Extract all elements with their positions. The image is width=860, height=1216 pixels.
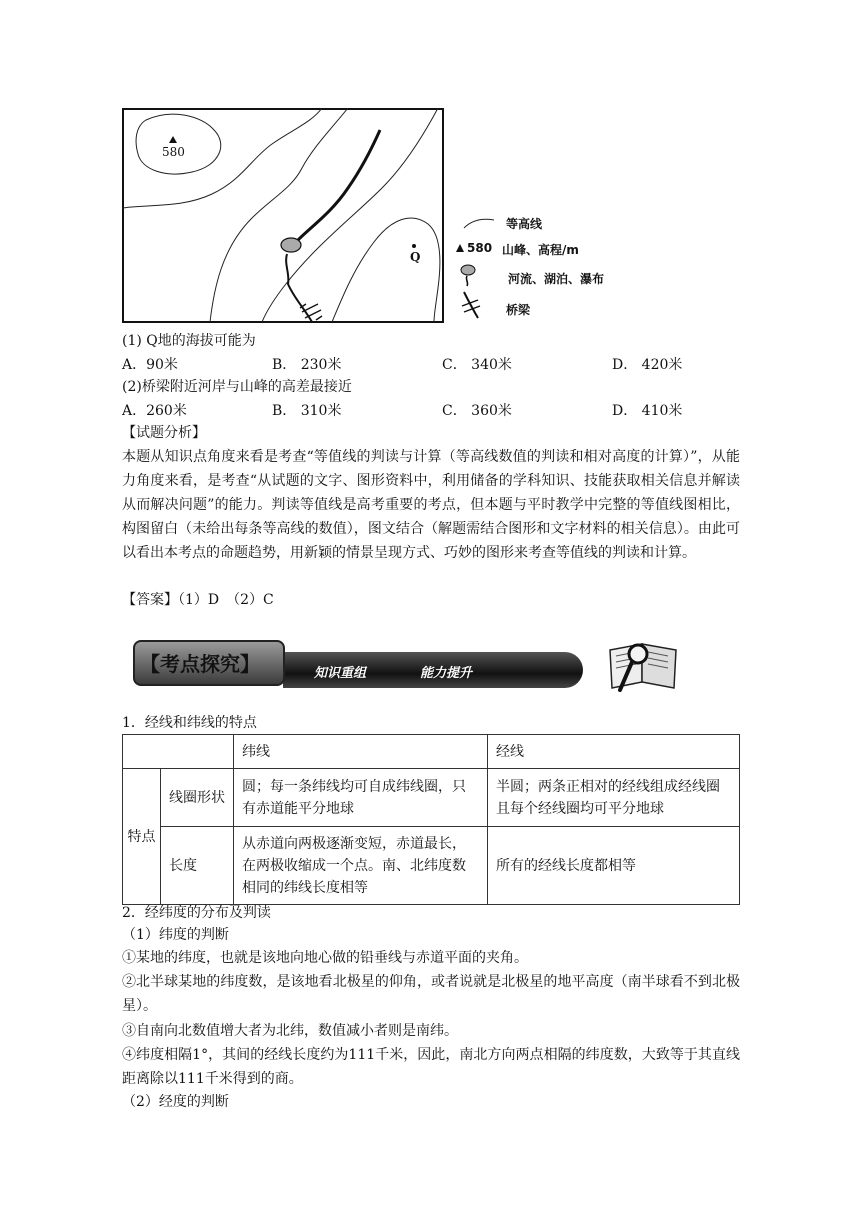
section2-item-4: ④纬度相隔1°，其间的经线长度约为111千米，因此，南北方向两点相隔的纬度数，大致等于其直线距离除以111千米得到的商。 <box>122 1047 740 1087</box>
question-2-option-c: C． 360米 <box>442 403 512 419</box>
question-2-stem: (2)桥梁附近河岸与山峰的高差最接近 <box>122 379 352 395</box>
point-q <box>412 244 416 248</box>
peak-triangle-icon <box>455 243 465 253</box>
question-2-option-d: D． 410米 <box>612 403 683 419</box>
section2-sub2: （2）经度的判断 <box>122 1094 229 1110</box>
question-1-option-a: A．90米 <box>122 357 178 373</box>
river-lake-waterfall-icon <box>458 262 480 288</box>
table-header-lon: 经线 <box>488 735 740 769</box>
question-1-option-d: D． 420米 <box>612 357 683 373</box>
table-row-label: 长度 <box>161 827 234 905</box>
analysis-heading: 【试题分析】 <box>122 425 206 441</box>
peak-label: 580 <box>162 145 185 159</box>
contour-map <box>122 108 444 324</box>
table-row <box>123 769 740 827</box>
table-row <box>123 827 740 905</box>
legend-peak-label: 山峰、高程/m <box>502 243 579 257</box>
legend-bridge-label: 桥梁 <box>506 303 531 317</box>
question-1-option-c: C． 340米 <box>442 357 512 373</box>
legend-peak-value: 580 <box>467 241 493 255</box>
point-q-label: Q <box>410 250 421 264</box>
table-cell-lon: 所有的经线长度都相等 <box>488 827 740 905</box>
banner-title: 【考点探究】 <box>140 652 260 676</box>
question-2-option-a: A．260米 <box>122 403 187 419</box>
analysis-body: 本题从知识点角度来看是考查“等值线的判读与计算（等高线数值的判读和相对高度的计算）”，从能力角度来看，是考查“从试题的文字、图形资料中，利用储备的学科知识、技能获取相关信息并解读从而解决问题”的能力。判读等值线是高考重要的考点，但本题与平时教学中完整的等值线图相比，构图留白（未给出每条等高线的数值），图文结合（解题需结合图形和文字材料的相关信息）。由此可以看出本考点的命题趋势，用新颖的情景呈现方式、巧妙的图形来考查等值线的判读和计算。 <box>122 449 740 561</box>
table-cell-lat: 圆；每一条纬线均可自成纬线圈，只有赤道能平分地球 <box>234 769 488 827</box>
section2-item-3: ③自南向北数值增大者为北纬，数值减小者则是南纬。 <box>122 1023 458 1039</box>
table-row-label: 线圈形状 <box>161 769 234 827</box>
table-cell-lon: 半圆；两条正相对的经线组成经线圈且每个经线圈均可平分地球 <box>488 769 740 827</box>
table-row-group: 特点 <box>123 769 161 905</box>
bridge-icon <box>458 290 484 320</box>
table-header-lat: 纬线 <box>234 735 488 769</box>
legend-river-label: 河流、湖泊、瀑布 <box>508 272 605 286</box>
section2-item-1: ①某地的纬度，也就是该地向地心做的铅垂线与赤道平面的夹角。 <box>122 950 528 966</box>
banner-sub-ability: 能力提升 <box>420 666 473 681</box>
lake <box>281 238 301 252</box>
book-magnifier-icon <box>606 630 680 700</box>
section1-title: 1．经线和纬线的特点 <box>122 715 257 731</box>
legend-contour-label: 等高线 <box>506 217 543 231</box>
answer: 【答案】（1）D （2）C <box>122 592 274 608</box>
question-1-option-b: B． 230米 <box>272 357 342 373</box>
contour-line-icon <box>462 216 496 230</box>
section2-item-2: ②北半球某地的纬度数，是该地看北极星的仰角，或者说就是北极星的地平高度（南半球看不到北极星）。 <box>122 974 740 1014</box>
lat-lon-table <box>122 734 740 905</box>
question-1-stem: (1) Q地的海拔可能为 <box>122 333 256 349</box>
table-cell-lat: 从赤道向两极逐渐变短，赤道最长，在两极收缩成一个点。南、北纬度数相同的纬线长度相等 <box>234 827 488 905</box>
question-2-option-b: B． 310米 <box>272 403 342 419</box>
section2-sub1: （1）纬度的判断 <box>122 927 229 943</box>
table-corner-cell <box>123 735 234 769</box>
section2-title: 2．经纬度的分布及判读 <box>122 905 271 921</box>
banner-sub-knowledge: 知识重组 <box>314 666 367 681</box>
table-header-row <box>123 735 740 769</box>
